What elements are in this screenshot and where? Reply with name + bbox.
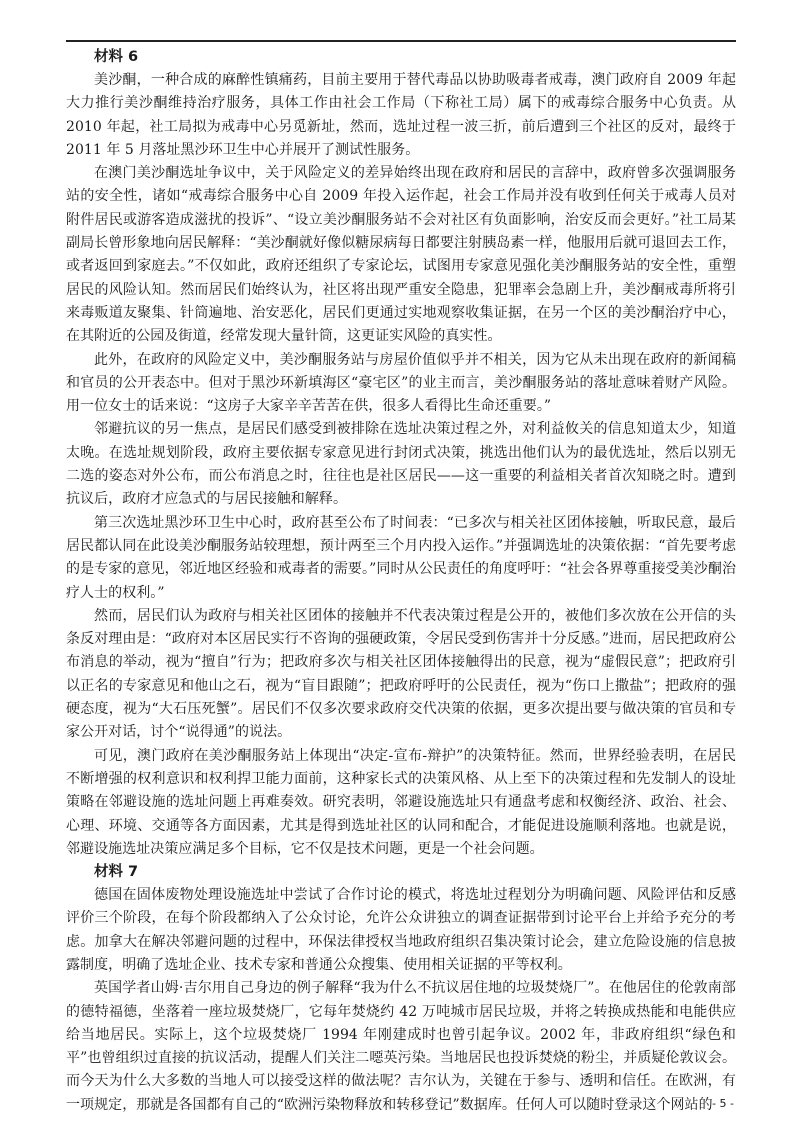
section-heading: 材料 7	[94, 864, 139, 881]
page-number: - 5 -	[712, 1097, 734, 1110]
paragraph: 德国在固体废物处理设施选址中尝试了合作讨论的模式，将选址过程划分为明确问题、风险评估和反感评价三个阶段，在每个阶段都纳入了公众讨论，允许公众讲独立的调查证据带到讨论平台上并给予充分的考虑。加拿大在解决邻避问题的过程中，环保法律授权当地政府组织召集决策讨论会，建立危险设施的信息披露制度，明确了选址企业、技术专家和普通公众搜集、使用相关证据的平等权利。	[66, 887, 736, 973]
paragraph: 第三次选址黑沙环卫生中心时，政府甚至公布了时间表：“已多次与相关社区团体接触，听取民意，最后居民都认同在此设美沙酮服务站较理想，预计两至三个月内投入运作。”并强调选址的决策依据：“首先要考虑的是专家的意见，邻近地区经验和戒毒者的需要。”同时从公民责任的角度呼吁：“社会各界尊重接受美沙酮治疗人士的权利。”	[66, 514, 736, 601]
paragraph: 英国学者山姆·吉尔用自己身边的例子解释“我为什么不抗议居住地的垃圾焚烧厂”。在他居住的伦敦南部的德特福德，坐落着一座垃圾焚烧厂，它每年焚烧约 42 万吨城市居民垃圾，并将之转换成热能和电能供应给当地居民。实际上，这个垃圾焚烧厂 1994 年刚建成时也曾引起争议。2002 年，非政府组织“绿色和平”也曾组织过直接的抗议活动，提醒人们关注二噁英污染。当地居民也投诉焚烧的粉尘，并质疑伦敦议会。而今天为什么大多数的当地人可以接受这样的做法呢？吉尔认为，关键在于参与、透明和信任。在欧洲，有一项规定，那就是各国都有自己的“欧洲污染物释放和转移登记”数据库。任何人可以随时登录这个网站的	[66, 980, 736, 1113]
paragraph: 然而，居民们认为政府与相关社区团体的接触并不代表决策过程是公开的，被他们多次放在公开信的头条反对理由是：“政府对本区居民实行不咨询的强硬政策，令居民受到伤害并十分反感。”进而，居民把政府公布消息的举动，视为“擅自”行为；把政府多次与相关社区团体接触得出的民意，视为“虚假民意”；把政府引以正名的专家意见和他山之石，视为“盲目跟随”；把政府呼吁的公民责任，视为“伤口上撒盐”；把政府的强硬态度，视为“大石压死蟹”。居民们不仅多次要求政府交代决策的依据，更多次提出要与做决策的官员和专家公开对话，讨个“说得通”的说法。	[66, 607, 736, 741]
page-content	[66, 46, 736, 1117]
material-7-section	[66, 861, 736, 1117]
header-rule	[66, 40, 736, 42]
paragraph: 可见，澳门政府在美沙酮服务站上体现出“决定-宣布-辩护”的决策特征。然而，世界经验表明，在居民不断增强的权利意识和权利捍卫能力面前，这种家长式的决策风格、从上至下的决策过程和先发制人的设址策略在邻避设施的选址问题上再难奏效。研究表明，邻避设施选址只有通盘考虑和权衡经济、政治、社会、心理、环境、交通等各方面因素，尤其是得到选址社区的认同和配合，才能促进设施顺利落地。也就是说，邻避设施选址决策应满足多个目标，它不仅是技术问题，更是一个社会问题。	[66, 747, 736, 857]
material-6-section	[66, 46, 736, 861]
section-heading: 材料 6	[94, 49, 139, 65]
paragraph: 美沙酮，一种合成的麻醉性镇痛药，目前主要用于替代毒品以协助吸毒者戒毒，澳门政府自 2009 年起大力推行美沙酮维持治疗服务，具体工作由社会工作局（下称社工局）属下的戒毒综合服务中心负责。从 2010 年起，社工局拟为戒毒中心另觅新址，然而，选址过程一波三折，前后遭到三个社区的反对，最终于 2011 年 5 月落址黑沙环卫生中心并展开了测试性服务。	[66, 72, 736, 158]
paragraph: 邻避抗议的另一焦点，是居民们感受到被排除在选址决策过程之外，对利益攸关的信息知道太少，知道太晚。在选址规划阶段，政府主要依据专家意见进行封闭式决策，挑选出他们认为的最优选址，然后以别无二选的姿态对外公布，而公布消息之时，往往也是社区居民——这一重要的利益相关者首次知晓之时。遭到抗议后，政府才应急式的与居民接触和解释。	[66, 421, 736, 508]
paragraph: 在澳门美沙酮选址争议中，关于风险定义的差异始终出现在政府和居民的言辞中，政府曾多次强调服务站的安全性，诸如“戒毒综合服务中心自 2009 年投入运作起，社会工作局并没有收到任何关于戒毒人员对附件居民或游客造成滋扰的投诉”、“设立美沙酮服务站不会对社区有负面影响，治安反而会更好。”社工局某副局长曾形象地向居民解释：“美沙酮就好像似糖尿病每日都要注射胰岛素一样，他服用后就可退回去工作，或者返回到家庭去。”不仅如此，政府还组织了专家论坛，试图用专家意见强化美沙酮服务站的安全性，重塑居民的风险认知。然而居民们始终认为，社区将出现严重安全隐患，犯罪率会急剧上升，美沙酮戒毒所将引来毒贩道友聚集、针筒遍地、治安恶化，居民们更通过实地观察收集证据，在另一个区的美沙酮治疗中心，在其附近的公园及街道，经常发现大量针筒，这更证实风险的真实性。	[66, 165, 736, 345]
paragraph: 此外，在政府的风险定义中，美沙酮服务站与房屋价值似乎并不相关，因为它从未出现在政府的新闻稿和官员的公开表态中。但对于黑沙环新填海区“豪宅区”的业主而言，美沙酮服务站的落址意味着财产风险。用一位女士的话来说：“这房子大家辛辛苦苦在供，很多人看得比生命还重要。”	[66, 351, 736, 415]
